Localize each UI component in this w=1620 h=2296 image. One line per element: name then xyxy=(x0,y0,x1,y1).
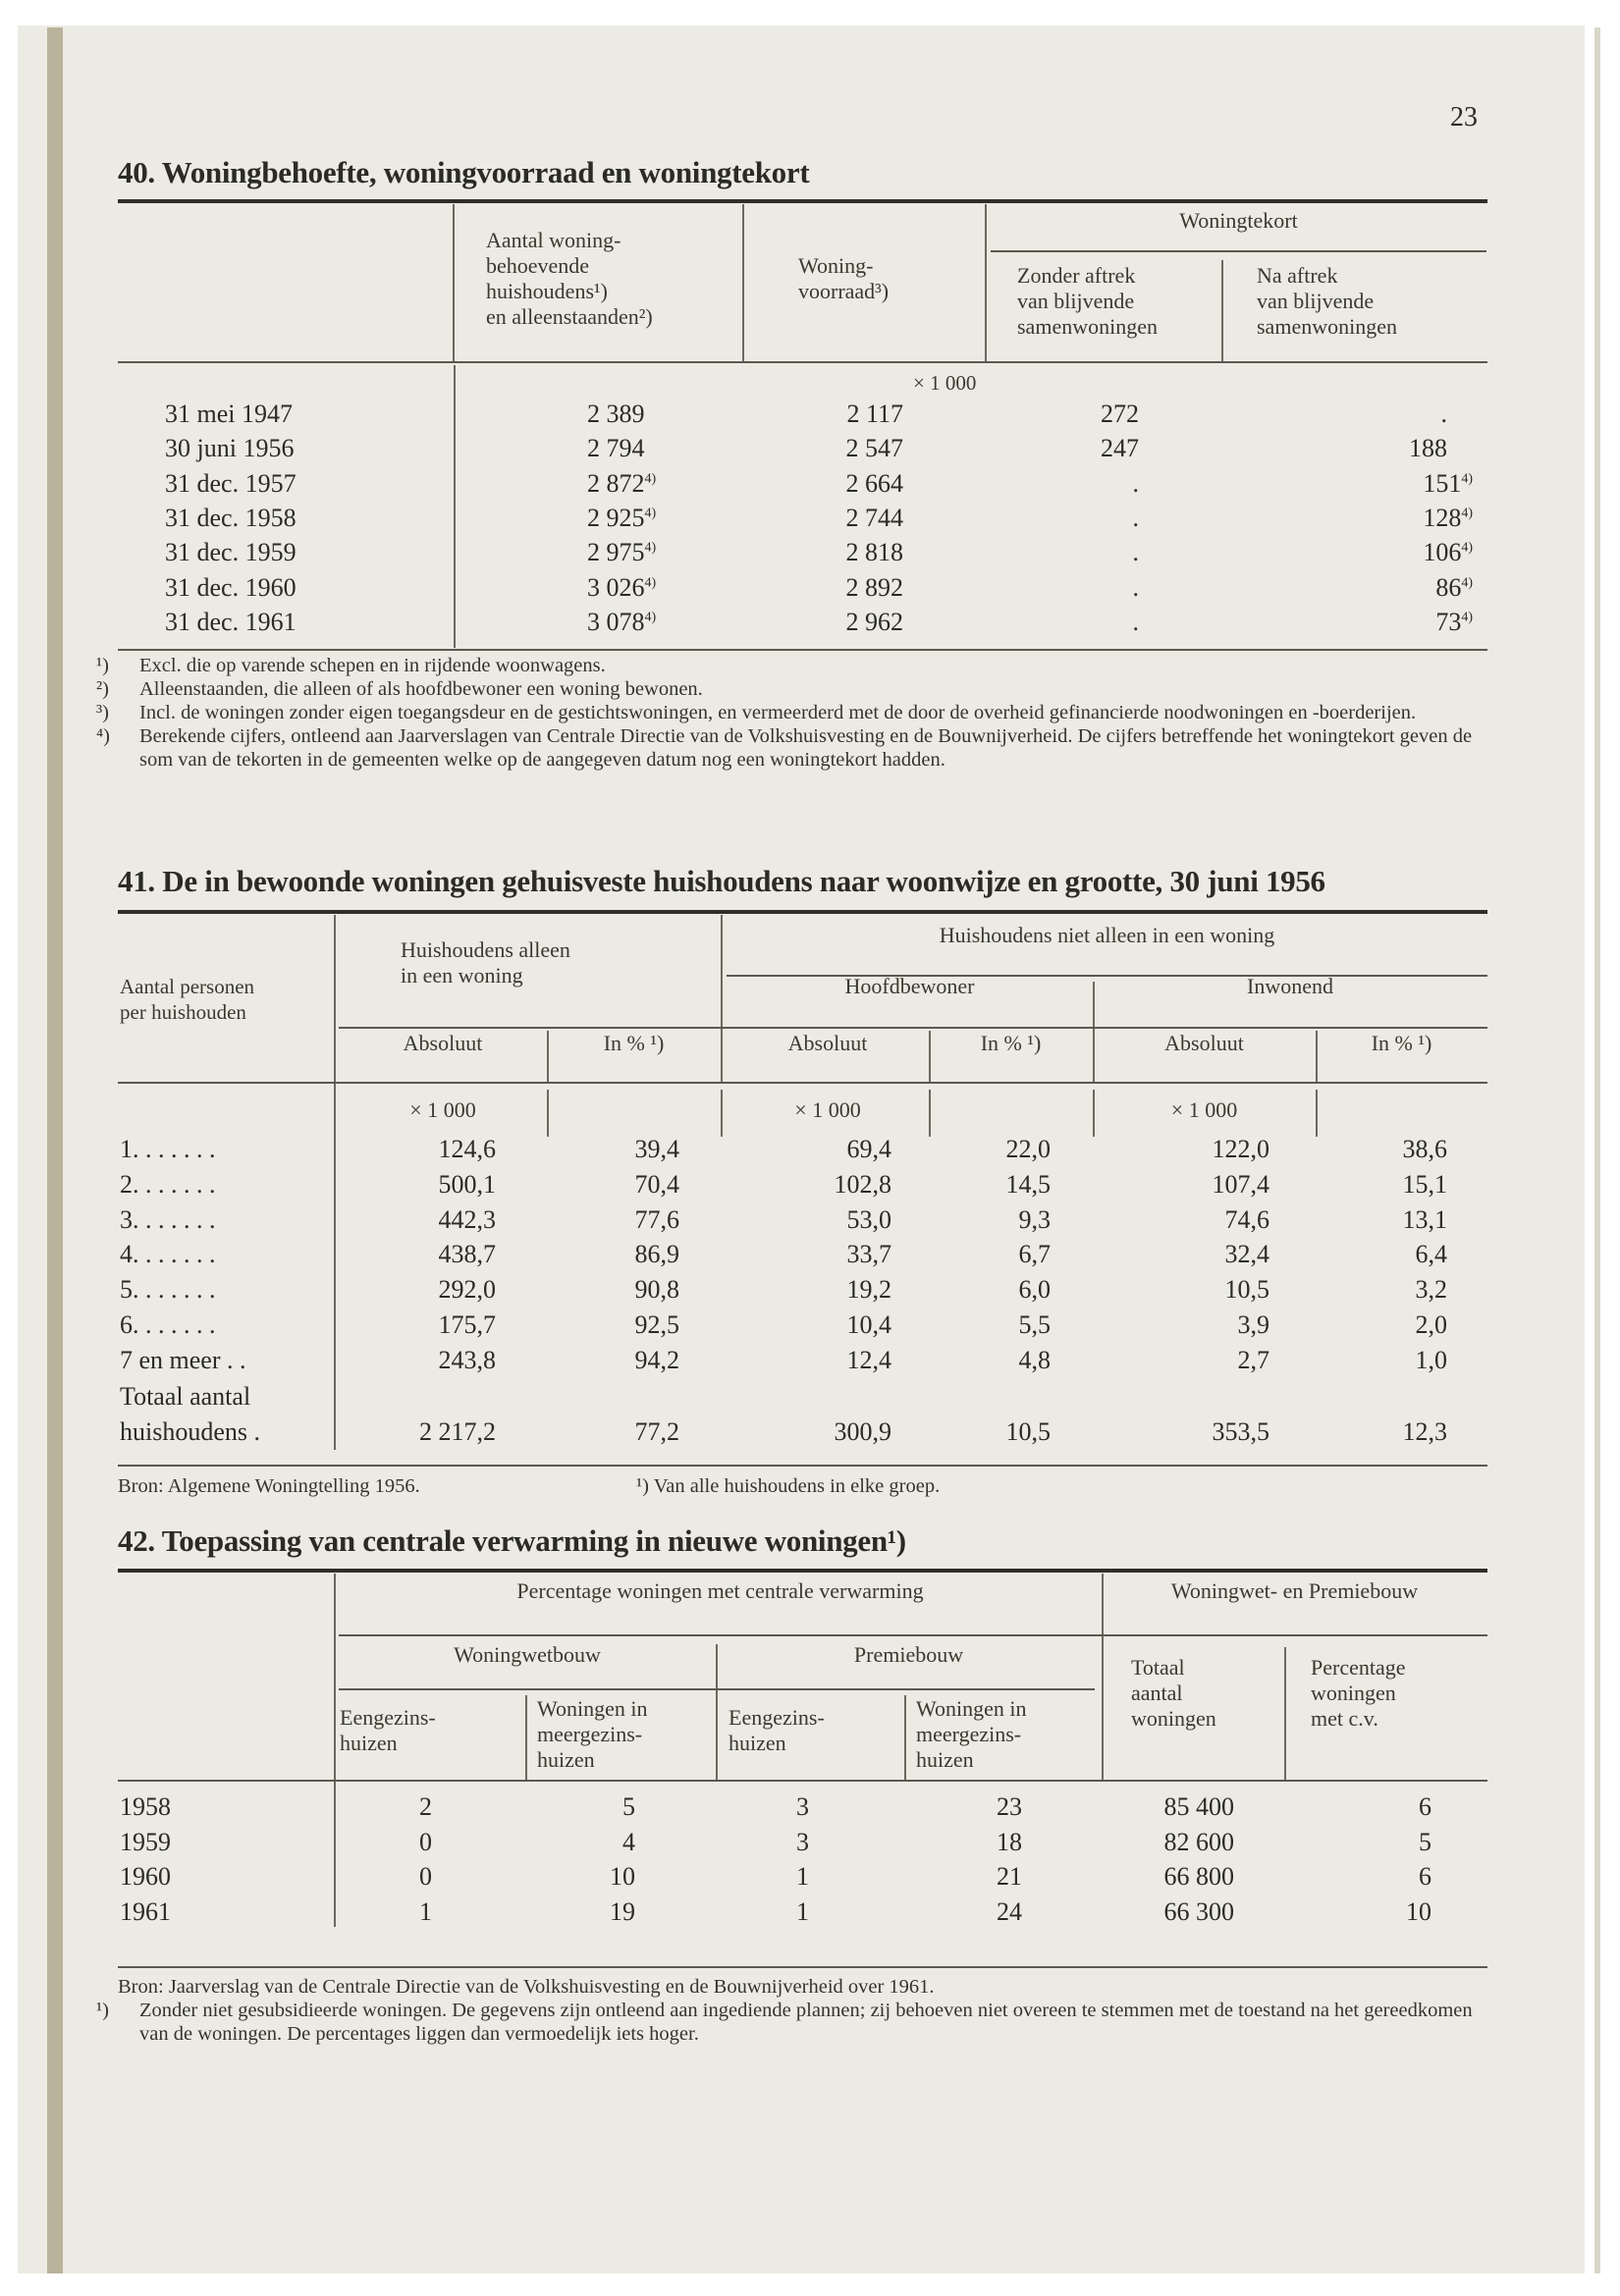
page-edge xyxy=(1594,27,1600,2273)
divider xyxy=(547,1090,549,1137)
row-household-size: 3. . . . . . . xyxy=(120,1205,216,1234)
row-lodger-pct: 38,6 xyxy=(1402,1135,1447,1163)
row-total-dwellings: 85 400 xyxy=(1163,1792,1234,1821)
footnote-text: Berekende cijfers, ontleend aan Jaarverslagen van Centrale Directie van de Volkshuisvesting en de Bouwnijverheid. De cijfers betreffende het woningtekort geven de som van de tekorten in de gemeenten welke op de aangegeven datum nog een woningtekort hadden. xyxy=(139,725,1473,771)
row-housing-stock: 2 818 xyxy=(845,538,903,566)
row-household-need xyxy=(461,504,754,533)
row-main-pct: 5,5 xyxy=(1018,1310,1051,1339)
row-main-pct: 4,8 xyxy=(1018,1346,1051,1374)
header-not-alone: Huishoudens niet alleen in een woning xyxy=(939,923,1275,947)
divider xyxy=(1284,1647,1286,1780)
row-ww-single: 2 xyxy=(419,1792,432,1821)
header-bottom-rule xyxy=(118,1082,1487,1084)
subheader-rule xyxy=(339,1027,1487,1029)
row-shortage-gross: . xyxy=(1132,469,1139,498)
row-main-abs: 69,4 xyxy=(846,1135,891,1163)
value: 128 xyxy=(1423,504,1462,532)
table41-title: 41. De in bewoonde woningen gehuisveste huishoudens naar woonwijze en grootte, 30 juni 1956 xyxy=(118,864,1325,898)
row-shortage-net xyxy=(1227,573,1473,603)
table40-footnotes xyxy=(96,654,1487,772)
footnote-text: Excl. die op varende schepen en in rijdende woonwagens. xyxy=(139,655,606,676)
header-household-need: Aantal woning- behoevende huishoudens¹) en alleenstaanden²) xyxy=(486,228,653,329)
header-ww-single: Eengezins- huizen xyxy=(340,1705,436,1755)
page-number: 23 xyxy=(1450,102,1478,133)
row-main-pct: 22,0 xyxy=(1005,1135,1051,1163)
header-pct-with-cv: Percentage woningen met c.v. xyxy=(1311,1655,1406,1731)
row-year: 1958 xyxy=(120,1792,171,1821)
row-alone-abs: 442,3 xyxy=(438,1205,496,1234)
total-main-abs: 300,9 xyxy=(834,1417,891,1446)
row-shortage-net xyxy=(1227,400,1473,429)
row-alone-abs: 243,8 xyxy=(438,1346,496,1374)
header-total-dwellings: Totaal aantal woningen xyxy=(1131,1655,1216,1731)
row-shortage-gross: 247 xyxy=(1101,434,1139,462)
divider xyxy=(1102,1574,1104,1780)
row-alone-abs: 292,0 xyxy=(438,1275,496,1304)
footnote-mark: ⁴) xyxy=(96,725,110,747)
row-lodger-pct: 1,0 xyxy=(1415,1346,1447,1374)
table41-footnote: ¹) Van alle huishoudens in elke groep. xyxy=(636,1475,941,1497)
header-ww-multi: Woningen in meergezins- huizen xyxy=(537,1696,648,1772)
header-abs: Absoluut xyxy=(787,1031,868,1055)
row-main-abs: 19,2 xyxy=(846,1275,891,1304)
header-pb-multi: Woningen in meergezins- huizen xyxy=(916,1696,1027,1772)
unit-label: × 1 000 xyxy=(1170,1097,1238,1122)
row-date: 31 dec. 1961 xyxy=(165,608,297,636)
header-pb-single: Eengezins- huizen xyxy=(729,1705,825,1755)
header-main-occupant: Hoofdbewoner xyxy=(844,974,975,998)
table40-bottom-rule xyxy=(118,649,1487,651)
value: . xyxy=(1440,400,1447,428)
row-household-need xyxy=(461,400,754,429)
footnote-mark: ¹) xyxy=(96,655,109,676)
divider xyxy=(929,1090,931,1137)
row-household-need xyxy=(461,538,754,567)
row-total-dwellings: 66 800 xyxy=(1163,1862,1234,1891)
row-lodger-abs: 122,0 xyxy=(1212,1135,1269,1163)
subheader-rule xyxy=(991,250,1486,252)
row-pct-with-cv: 5 xyxy=(1419,1828,1431,1856)
header-alone: Huishoudens alleen in een woning xyxy=(401,937,570,988)
row-lodger-abs: 10,5 xyxy=(1224,1275,1269,1304)
row-lodger-pct: 3,2 xyxy=(1415,1275,1447,1304)
header-pct: In % ¹) xyxy=(1371,1031,1432,1055)
header-abs: Absoluut xyxy=(403,1031,483,1055)
header-bottom-rule xyxy=(118,1780,1487,1782)
row-year: 1959 xyxy=(120,1828,171,1856)
row-main-abs: 33,7 xyxy=(846,1240,891,1268)
total-label: Totaal aantal xyxy=(120,1382,251,1411)
row-date: 30 juni 1956 xyxy=(165,434,295,462)
header-premiebouw: Premiebouw xyxy=(853,1642,964,1667)
footnote-ref: 4) xyxy=(1461,471,1473,487)
row-main-pct: 6,7 xyxy=(1018,1240,1051,1268)
divider xyxy=(904,1695,906,1780)
row-ww-multi: 4 xyxy=(622,1828,635,1856)
footnote-ref: 4) xyxy=(644,575,657,591)
table41-source: Bron: Algemene Woningtelling 1956. xyxy=(118,1475,420,1497)
table42-footnote: ¹) Zonder niet gesubsidieerde woningen. De gegevens zijn ontleend aan ingediende plannen; zij behoeven niet overeen te stemmen met de toestand na het gereedkomen van de woningen. De percentages liggen dan vermoedelijk iets hoger. xyxy=(96,2000,1473,2045)
row-main-pct: 9,3 xyxy=(1018,1205,1051,1234)
header-shortage-group: Woningtekort xyxy=(1179,208,1298,233)
row-household-need xyxy=(461,469,754,499)
footnote-ref: 4) xyxy=(644,506,657,521)
row-shortage-net xyxy=(1227,504,1473,533)
header-bottom-rule xyxy=(118,361,1487,363)
row-alone-abs: 438,7 xyxy=(438,1240,496,1268)
row-alone-pct: 70,4 xyxy=(634,1170,679,1199)
row-lodger-abs: 3,9 xyxy=(1237,1310,1269,1339)
footnote-text: Incl. de woningen zonder eigen toegangsdeur en de gestichtswoningen, en vermeerderd met de door de overheid gefinancierde noodwoningen en -boerderijen. xyxy=(139,702,1417,723)
row-lodger-abs: 107,4 xyxy=(1212,1170,1269,1199)
footnote-mark: ³) xyxy=(96,702,109,723)
divider xyxy=(1221,260,1223,361)
total-alone-abs: 2 217,2 xyxy=(419,1417,496,1446)
header-abs: Absoluut xyxy=(1164,1031,1244,1055)
row-pb-single: 1 xyxy=(796,1862,809,1891)
row-household-need xyxy=(461,434,754,463)
row-alone-pct: 94,2 xyxy=(634,1346,679,1374)
row-housing-stock: 2 962 xyxy=(845,608,903,636)
row-ww-single: 0 xyxy=(419,1828,432,1856)
total-label: huishoudens . xyxy=(120,1417,260,1446)
row-pb-single: 1 xyxy=(796,1897,809,1926)
row-household-size: 7 en meer . . xyxy=(120,1346,246,1374)
footnote xyxy=(96,724,1487,772)
table42-bottom-rule xyxy=(118,1966,1487,1968)
row-pct-with-cv: 10 xyxy=(1406,1897,1431,1926)
footnote xyxy=(96,701,1487,724)
row-main-abs: 12,4 xyxy=(846,1346,891,1374)
row-ww-single: 0 xyxy=(419,1862,432,1891)
row-shortage-net xyxy=(1227,469,1473,499)
footnote xyxy=(96,677,1487,701)
row-pct-with-cv: 6 xyxy=(1419,1862,1431,1891)
row-pb-multi: 21 xyxy=(997,1862,1022,1891)
row-housing-stock: 2 547 xyxy=(845,434,903,462)
divider xyxy=(334,1574,336,1927)
total-main-pct: 10,5 xyxy=(1005,1417,1051,1446)
table40-top-rule xyxy=(118,199,1487,203)
unit-label: × 1 000 xyxy=(409,1097,476,1122)
row-pb-single: 3 xyxy=(796,1792,809,1821)
divider xyxy=(334,915,336,1450)
table41-top-rule xyxy=(118,910,1487,914)
row-date: 31 mei 1947 xyxy=(165,400,293,428)
footnote-ref: 4) xyxy=(1461,506,1473,521)
footnote-ref: 4) xyxy=(644,471,657,487)
row-shortage-net xyxy=(1227,608,1473,637)
book-spine-shadow xyxy=(47,27,63,2273)
row-lodger-abs: 32,4 xyxy=(1224,1240,1269,1268)
header-pct: In % ¹) xyxy=(603,1031,665,1055)
row-lodger-pct: 13,1 xyxy=(1402,1205,1447,1234)
row-shortage-net xyxy=(1227,538,1473,567)
header-woningwetbouw: Woningwetbouw xyxy=(454,1642,601,1667)
row-lodger-pct: 2,0 xyxy=(1415,1310,1447,1339)
footnote-ref: 4) xyxy=(1461,575,1473,591)
header-shortage-net: Na aftrek van blijvende samenwoningen xyxy=(1257,263,1397,339)
value: 188 xyxy=(1409,434,1447,462)
divider xyxy=(742,204,744,361)
table42-source: Bron: Jaarverslag van de Centrale Directie van de Volkshuisvesting en de Bouwnijverheid over 1961. xyxy=(118,1976,935,1998)
row-year: 1960 xyxy=(120,1862,171,1891)
row-housing-stock: 2 664 xyxy=(845,469,903,498)
row-lodger-pct: 6,4 xyxy=(1415,1240,1447,1268)
row-household-size: 1. . . . . . . xyxy=(120,1135,216,1163)
row-household-size: 6. . . . . . . xyxy=(120,1310,216,1339)
footnote-text: Alleenstaanden, die alleen of als hoofdbewoner een woning bewonen. xyxy=(139,678,703,700)
value: 3 078 xyxy=(587,608,645,636)
row-ww-multi: 19 xyxy=(610,1897,635,1926)
footnote-mark: ²) xyxy=(96,678,109,700)
header-lodger: Inwonend xyxy=(1247,974,1333,998)
row-household-need xyxy=(461,573,754,603)
row-lodger-abs: 2,7 xyxy=(1237,1346,1269,1374)
footnote-ref: 4) xyxy=(1461,610,1473,625)
table41-bottom-rule xyxy=(118,1465,1487,1467)
row-pb-single: 3 xyxy=(796,1828,809,1856)
row-pb-multi: 23 xyxy=(997,1792,1022,1821)
value: 151 xyxy=(1423,469,1462,498)
header-persons-per-household: Aantal personen per huishouden xyxy=(120,975,255,1024)
value: 2 794 xyxy=(587,434,645,462)
header-right-group: Woningwet- en Premiebouw xyxy=(1170,1578,1419,1603)
value: 2 389 xyxy=(587,400,645,428)
footnote xyxy=(96,654,1487,677)
row-pb-multi: 18 xyxy=(997,1828,1022,1856)
row-alone-pct: 92,5 xyxy=(634,1310,679,1339)
row-alone-pct: 39,4 xyxy=(634,1135,679,1163)
value: 2 975 xyxy=(587,538,645,566)
table42-top-rule xyxy=(118,1569,1487,1573)
row-lodger-pct: 15,1 xyxy=(1402,1170,1447,1199)
row-ww-multi: 5 xyxy=(622,1792,635,1821)
header-pct-cv-group: Percentage woningen met centrale verwarming xyxy=(516,1578,924,1603)
divider xyxy=(525,1695,527,1780)
row-shortage-gross: . xyxy=(1132,608,1139,636)
row-pb-multi: 24 xyxy=(997,1897,1022,1926)
value: 2 872 xyxy=(587,469,645,498)
row-main-abs: 53,0 xyxy=(846,1205,891,1234)
divider xyxy=(454,365,456,648)
row-date: 31 dec. 1959 xyxy=(165,538,297,566)
row-date: 31 dec. 1957 xyxy=(165,469,297,498)
row-shortage-gross: . xyxy=(1132,504,1139,532)
unit-label: × 1 000 xyxy=(913,371,977,395)
value: 2 925 xyxy=(587,504,645,532)
row-shortage-gross: . xyxy=(1132,538,1139,566)
row-date: 31 dec. 1960 xyxy=(165,573,297,602)
footnote-ref: 4) xyxy=(1461,540,1473,556)
row-year: 1961 xyxy=(120,1897,171,1926)
row-housing-stock: 2 117 xyxy=(846,400,903,428)
row-household-need xyxy=(461,608,754,637)
row-main-abs: 102,8 xyxy=(834,1170,891,1199)
row-alone-abs: 124,6 xyxy=(438,1135,496,1163)
row-date: 31 dec. 1958 xyxy=(165,504,297,532)
row-ww-single: 1 xyxy=(419,1897,432,1926)
row-main-abs: 10,4 xyxy=(846,1310,891,1339)
row-housing-stock: 2 892 xyxy=(845,573,903,602)
header-housing-stock: Woning- voorraad³) xyxy=(798,253,890,303)
row-household-size: 4. . . . . . . xyxy=(120,1240,216,1268)
value: 106 xyxy=(1423,538,1462,566)
row-alone-pct: 90,8 xyxy=(634,1275,679,1304)
table42-title: 42. Toepassing van centrale verwarming in nieuwe woningen¹) xyxy=(118,1523,906,1558)
row-ww-multi: 10 xyxy=(610,1862,635,1891)
divider xyxy=(453,204,455,361)
total-alone-pct: 77,2 xyxy=(634,1417,679,1446)
unit-label: × 1 000 xyxy=(794,1097,861,1122)
divider xyxy=(721,1090,723,1137)
divider xyxy=(985,204,987,361)
row-household-size: 5. . . . . . . xyxy=(120,1275,216,1304)
row-main-pct: 14,5 xyxy=(1005,1170,1051,1199)
row-total-dwellings: 82 600 xyxy=(1163,1828,1234,1856)
row-shortage-net xyxy=(1227,434,1473,463)
row-alone-pct: 77,6 xyxy=(634,1205,679,1234)
header-pct: In % ¹) xyxy=(980,1031,1042,1055)
table40-title: 40. Woningbehoefte, woningvoorraad en woningtekort xyxy=(118,155,810,189)
row-shortage-gross: . xyxy=(1132,573,1139,602)
row-household-size: 2. . . . . . . xyxy=(120,1170,216,1199)
row-total-dwellings: 66 300 xyxy=(1163,1897,1234,1926)
row-alone-abs: 175,7 xyxy=(438,1310,496,1339)
row-main-pct: 6,0 xyxy=(1018,1275,1051,1304)
value: 73 xyxy=(1435,608,1462,636)
row-pct-with-cv: 6 xyxy=(1419,1792,1431,1821)
value: 86 xyxy=(1435,573,1462,602)
value: 3 026 xyxy=(587,573,645,602)
row-lodger-abs: 74,6 xyxy=(1224,1205,1269,1234)
total-lodger-pct: 12,3 xyxy=(1402,1417,1447,1446)
footnote-ref: 4) xyxy=(644,540,657,556)
header-shortage-gross: Zonder aftrek van blijvende samenwoningen xyxy=(1017,263,1158,339)
row-shortage-gross: 272 xyxy=(1101,400,1139,428)
divider xyxy=(1316,1090,1318,1137)
footnote-ref: 4) xyxy=(644,610,657,625)
row-alone-abs: 500,1 xyxy=(438,1170,496,1199)
divider xyxy=(721,915,723,1082)
total-lodger-abs: 353,5 xyxy=(1212,1417,1269,1446)
row-housing-stock: 2 744 xyxy=(845,504,903,532)
row-alone-pct: 86,9 xyxy=(634,1240,679,1268)
